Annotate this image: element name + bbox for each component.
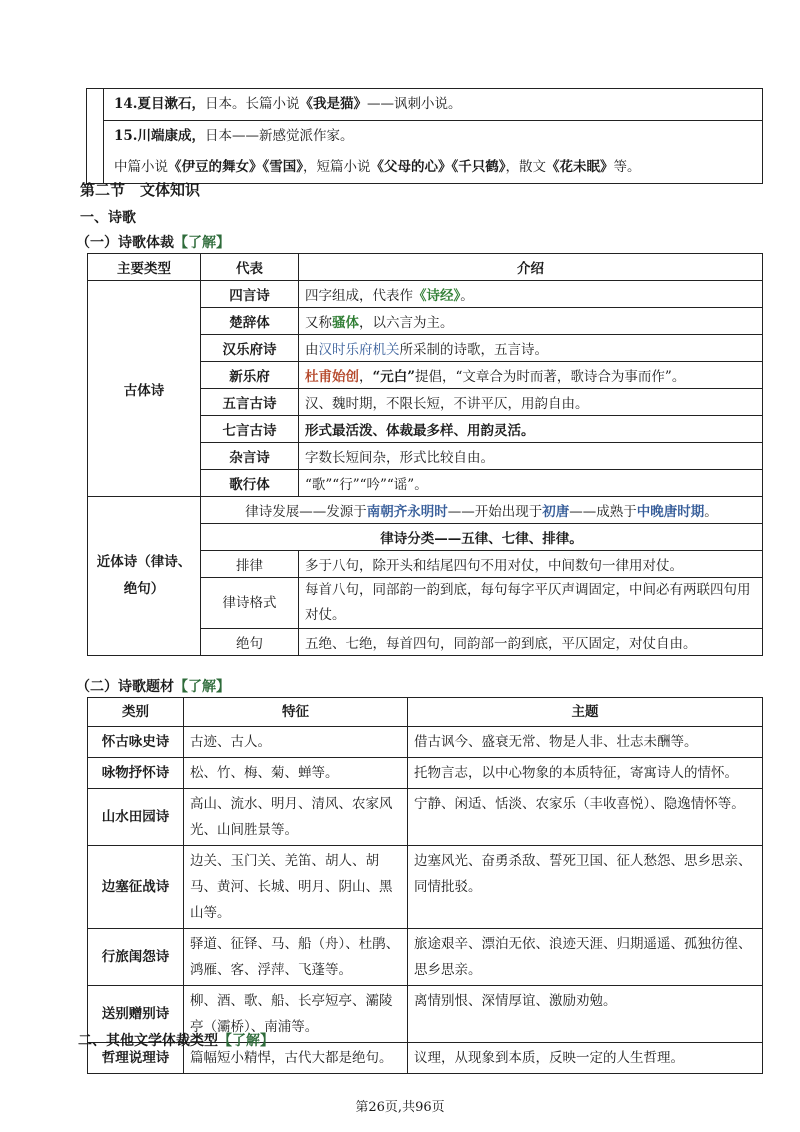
author-row-natsume: 14.夏目漱石，日本。长篇小说《我是猫》——讽刺小说。 bbox=[104, 89, 763, 121]
table-row bbox=[88, 846, 763, 929]
tag-understand: 【了解】 bbox=[218, 1033, 274, 1049]
kawabata-works: 中篇小说《伊豆的舞女》《雪国》，短篇小说《父母的心》《千只鹤》，散文《花未眠》等。 bbox=[104, 152, 763, 184]
section-title: 第二节 文体知识 bbox=[80, 181, 201, 199]
continuation-left-cell bbox=[87, 89, 104, 184]
theme-cell-theme: 离情别恨、深情厚谊、激励劝勉。 bbox=[408, 986, 763, 1043]
table-row bbox=[88, 789, 763, 846]
theme-cell-theme: 议理，从现象到本质，反映一定的人生哲理。 bbox=[408, 1043, 763, 1074]
theme-cell-theme: 旅途艰辛、漂泊无依、浪迹天涯、归期遥遥、孤独彷徨、思乡思亲。 bbox=[408, 929, 763, 986]
table-row: 新乐府 杜甫始创，“元白”提倡，“文章合为时而著，歌诗合为事而作”。 bbox=[88, 362, 763, 389]
lvshi-development: 律诗发展——发源于南朝齐永明时——开始出现于初唐——成熟于中晚唐时期。 bbox=[201, 497, 763, 524]
table-row: 律诗格式 每首八句，同部韵一韵到底，每句每字平仄声调固定，中间必有两联四句用对仗。 bbox=[88, 578, 763, 629]
table-row: 七言古诗 形式最活泼、体裁最多样、用韵灵活。 bbox=[88, 416, 763, 443]
heading-forms: （一）诗歌体裁【了解】 bbox=[76, 235, 230, 251]
table-row: 排律 多于八句，除开头和结尾四句不用对仗，中间数句一律用对仗。 bbox=[88, 551, 763, 578]
theme-cell-type: 送别赠别诗 bbox=[88, 986, 184, 1043]
table-header-row: 类别 特征 主题 bbox=[88, 698, 763, 727]
theme-cell-feature: 驿道、征铎、马、船（舟）、杜鹃、鸿雁、客、浮萍、飞蓬等。 bbox=[184, 929, 408, 986]
table-row: 绝句 五绝、七绝，每首四句，同韵部一韵到底，平仄固定，对仗自由。 bbox=[88, 629, 763, 656]
table-row bbox=[88, 497, 763, 524]
theme-cell-feature: 边关、玉门关、羌笛、胡人、胡马、黄河、长城、明月、阴山、黑山等。 bbox=[184, 846, 408, 929]
theme-cell-type: 山水田园诗 bbox=[88, 789, 184, 846]
tag-understand: 【了解】 bbox=[174, 235, 230, 251]
table-row: 汉乐府诗 由汉时乐府机关所采制的诗歌，五言诗。 bbox=[88, 335, 763, 362]
heading-other-genres: 二、其他文学体裁类型【了解】 bbox=[78, 1033, 274, 1049]
theme-cell-type: 行旅闺怨诗 bbox=[88, 929, 184, 986]
heading-poetry: 一、诗歌 bbox=[80, 210, 136, 226]
theme-cell-feature: 古迹、古人。 bbox=[184, 727, 408, 758]
tag-understand: 【了解】 bbox=[174, 679, 230, 695]
table-row bbox=[88, 727, 763, 758]
theme-cell-feature: 松、竹、梅、菊、蝉等。 bbox=[184, 758, 408, 789]
table-row: 古体诗 四言诗 四字组成，代表作《诗经》。 bbox=[88, 281, 763, 308]
table-row: 五言古诗 汉、魏时期，不限长短，不讲平仄，用韵自由。 bbox=[88, 389, 763, 416]
poetry-forms-table bbox=[87, 253, 763, 656]
theme-cell-feature: 柳、酒、歌、船、长亭短亭、灞陵亭（灞桥）、南浦等。 bbox=[184, 986, 408, 1043]
theme-cell-type: 哲理说理诗 bbox=[88, 1043, 184, 1074]
table-row: 歌行体 “歌”“行”“吟”“谣”。 bbox=[88, 470, 763, 497]
theme-cell-theme: 借古讽今、盛衰无常、物是人非、壮志未酬等。 bbox=[408, 727, 763, 758]
category-jintiti: 近体诗（律诗、绝句） bbox=[88, 497, 201, 656]
table-row: 楚辞体 又称骚体，以六言为主。 bbox=[88, 308, 763, 335]
header-rep: 代表 bbox=[201, 254, 299, 281]
table-row bbox=[88, 929, 763, 986]
table-row: 杂言诗 字数长短间杂，形式比较自由。 bbox=[88, 443, 763, 470]
theme-cell-type: 咏物抒怀诗 bbox=[88, 758, 184, 789]
page-footer: 第26页,共96页 bbox=[355, 1100, 445, 1115]
theme-cell-feature: 高山、流水、明月、清风、农家风光、山间胜景等。 bbox=[184, 789, 408, 846]
lvshi-classification: 律诗分类——五律、七律、排律。 bbox=[201, 524, 763, 551]
theme-cell-feature: 篇幅短小精悍，古代大都是绝句。 bbox=[184, 1043, 408, 1074]
theme-cell-theme: 托物言志，以中心物象的本质特征，寄寓诗人的情怀。 bbox=[408, 758, 763, 789]
header-type: 主要类型 bbox=[88, 254, 201, 281]
heading-themes: （二）诗歌题材【了解】 bbox=[76, 679, 230, 695]
category-gutiti: 古体诗 bbox=[88, 281, 201, 497]
table-row bbox=[88, 758, 763, 789]
theme-cell-theme: 边塞风光、奋勇杀敌、誓死卫国、征人愁怨、思乡思亲、同情批驳。 bbox=[408, 846, 763, 929]
theme-cell-theme: 宁静、闲适、恬淡、农家乐（丰收喜悦）、隐逸情怀等。 bbox=[408, 789, 763, 846]
theme-cell-type: 边塞征战诗 bbox=[88, 846, 184, 929]
header-intro: 介绍 bbox=[299, 254, 763, 281]
theme-cell-type: 怀古咏史诗 bbox=[88, 727, 184, 758]
table-header-row bbox=[88, 254, 763, 281]
continuation-table bbox=[86, 88, 763, 184]
author-row-kawabata: 15.川端康成，日本——新感觉派作家。 bbox=[104, 121, 763, 153]
poetry-themes-table bbox=[87, 697, 763, 1074]
